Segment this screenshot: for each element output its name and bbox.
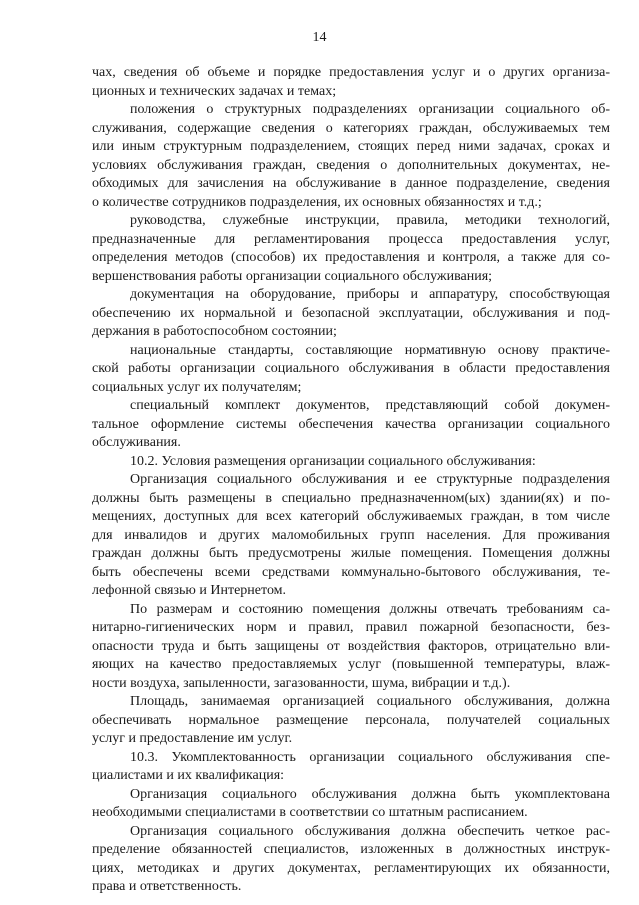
text-line: тальное оформление системы обеспечения качества организации социального xyxy=(92,416,610,432)
text-line: условиях обслуживания граждан, сведения о дополнительных документах, не- xyxy=(92,157,610,173)
text-line: социальных услуг их получателям; xyxy=(92,379,302,395)
text-line: Организация социального обслуживания должна обеспечить четкое рас- xyxy=(130,823,610,839)
text-line: циях, методиках и других документах, регламентирующих их обязанности, xyxy=(92,860,610,876)
text-line: ности воздуха, запыленности, загазованности, шума, вибрации и т.д.). xyxy=(92,675,511,691)
text-line: ской работы организации социального обслуживания в области предоставления xyxy=(92,361,610,376)
text-line: ционных и технических задачах и темах; xyxy=(92,83,337,99)
text-line: обеспечению их нормальной и безопасной эксплуатации, обслуживания и под- xyxy=(92,305,610,321)
text-line: документация на оборудование, приборы и аппаратуру, способствующая xyxy=(130,287,610,302)
text-line: циалистами и их квалификация: xyxy=(92,768,285,783)
text-line: пределение обязанностей специалистов, изложенных в должностных инструк- xyxy=(92,842,610,857)
text-line: услуг и предоставление им услуг. xyxy=(92,731,293,746)
text-line: По размерам и состоянию помещения должны отвечать требованиям са- xyxy=(130,601,610,617)
text-line: обслуживания. xyxy=(92,435,181,450)
text-line: вершенствования работы организации социального обслуживания; xyxy=(92,268,493,284)
text-line: Организация социального обслуживания и ее структурные подразделения xyxy=(130,472,610,487)
text-line: мещениях, доступных для всех категорий обслуживаемых граждан, в том числе xyxy=(92,509,610,524)
text-line: опасности труда и быть защищены от воздействия факторов, отрицательно вли- xyxy=(92,638,610,654)
text-line: должны быть размещены в специально предназначенном(ых) здании(ях) и по- xyxy=(92,490,610,506)
text-line: права и ответственность. xyxy=(92,879,242,894)
text-line: специальный комплект документов, представляющий собой докумен- xyxy=(130,398,610,413)
text-line: быть обеспечены всеми средствами коммунально-бытового обслуживания, те- xyxy=(92,564,610,580)
text-line: лефонной связью и Интернетом. xyxy=(92,583,287,598)
text-line: служивания, содержащие сведения о категориях граждан, обслуживаемых тем xyxy=(92,120,610,136)
text-line: определения методов (способов) их предоставления и контроля, а также для со- xyxy=(92,250,610,265)
text-line: чах, сведения об объеме и порядке предоставления услуг и о других организа- xyxy=(92,65,610,80)
text-line: яющих на качество предоставляемых услуг (повышенной температуры, влаж- xyxy=(92,657,610,672)
text-line: 10.3. Укомплектованность организации социального обслуживания спе- xyxy=(130,749,610,765)
text-line: или иным структурным подразделением, стоящих перед ними задачах, сроках и xyxy=(92,139,610,154)
text-line: национальные стандарты, составляющие нормативную основу практиче- xyxy=(130,342,610,358)
page-number: 14 xyxy=(312,30,327,45)
text-line: Организация социального обслуживания должна быть укомплектована xyxy=(130,786,610,802)
text-line: руководства, служебные инструкции, правила, методики технологий, xyxy=(130,213,610,228)
text-line: 10.2. Условия размещения организации социального обслуживания: xyxy=(130,453,536,469)
text-line: обеспечивать нормальное размещение персонала, получателей социальных xyxy=(92,712,610,728)
text-line: необходимыми специалистами в соответствии со штатным расписанием. xyxy=(92,805,528,820)
document-body xyxy=(92,64,610,897)
text-line: обходимых для зачисления на обслуживание в данное подразделение, сведения xyxy=(92,176,610,191)
text-line: нитарно-гигиенических норм и правил, правил пожарной безопасности, без- xyxy=(92,620,610,635)
text-line: держания в работоспособном состоянии; xyxy=(92,324,337,339)
text-line: граждан должны быть предусмотрены жилые помещения. Помещения должны xyxy=(92,546,610,561)
text-line: предназначенные для регламентирования процесса предоставления услуг, xyxy=(92,231,610,247)
text-line: о количестве сотрудников подразделения, их основных обязанностях и т.д.; xyxy=(92,194,542,210)
text-line: положения о структурных подразделениях организации социального об- xyxy=(130,102,610,117)
text-line: для инвалидов и других маломобильных групп населения. Для проживания xyxy=(92,527,610,543)
text-line: Площадь, занимаемая организацией социального обслуживания, должна xyxy=(130,694,610,709)
